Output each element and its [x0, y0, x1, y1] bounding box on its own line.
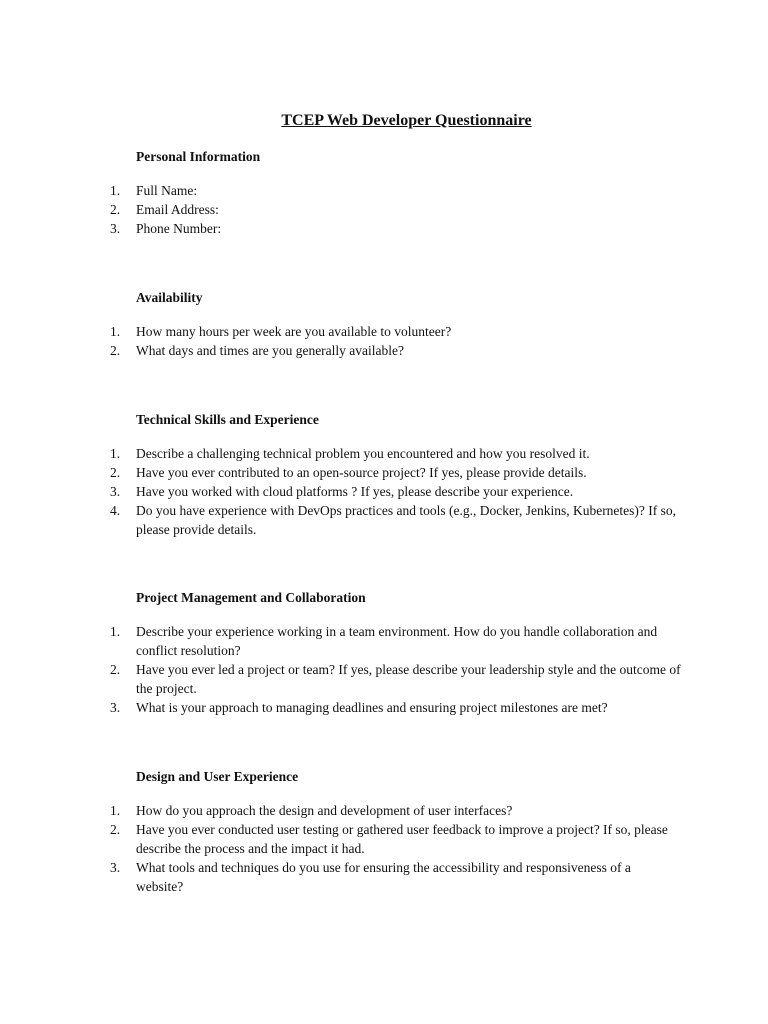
document-title: TCEP Web Developer Questionnaire	[281, 112, 532, 129]
question-text: What days and times are you generally available?	[136, 343, 405, 358]
question-number: 1.	[110, 446, 121, 461]
question-number: 1.	[110, 324, 121, 339]
question-item	[0, 660, 681, 698]
question-number: 2.	[110, 202, 121, 217]
question-number: 2.	[110, 662, 121, 677]
question-item	[0, 322, 681, 341]
question-item	[0, 181, 681, 200]
question-text: Have you ever contributed to an open-source project? If yes, please provide details.	[136, 465, 587, 480]
question-item	[0, 200, 681, 219]
question-number: 3.	[110, 700, 121, 715]
question-number: 3.	[110, 860, 121, 875]
question-text: Have you ever conducted user testing or gathered user feedback to improve a project? If so, please describe the process and the impact it had.	[136, 822, 668, 856]
question-number: 1.	[110, 624, 121, 639]
question-list	[0, 322, 768, 360]
question-number: 2.	[110, 822, 121, 837]
question-list	[0, 801, 768, 896]
question-text: What tools and techniques do you use for ensuring the accessibility and responsiveness of a website?	[136, 860, 631, 894]
question-item	[0, 463, 681, 482]
question-item	[0, 444, 681, 463]
question-number: 2.	[110, 343, 121, 358]
question-text: Describe your experience working in a team environment. How do you handle collaboration and conflict resolution?	[136, 624, 658, 658]
question-item	[0, 341, 681, 360]
question-number: 4.	[110, 503, 121, 518]
question-item	[0, 801, 681, 820]
question-text: How do you approach the design and development of user interfaces?	[136, 803, 513, 818]
section-heading: Personal Information	[136, 149, 261, 164]
question-text: How many hours per week are you available to volunteer?	[136, 324, 452, 339]
question-number: 3.	[110, 484, 121, 499]
question-list	[0, 444, 768, 539]
question-item	[0, 219, 681, 238]
question-list	[0, 181, 768, 238]
question-text: Do you have experience with DevOps practices and tools (e.g., Docker, Jenkins, Kubernetes)? If so, please provide details.	[136, 503, 677, 537]
question-number: 3.	[110, 221, 121, 236]
question-item	[0, 482, 681, 501]
question-text: Full Name:	[136, 183, 198, 198]
question-text: Phone Number:	[136, 221, 222, 236]
question-number: 1.	[110, 183, 121, 198]
question-text: Have you worked with cloud platforms ? If yes, please describe your experience.	[136, 484, 574, 499]
section-heading: Project Management and Collaboration	[136, 590, 366, 605]
question-text: Email Address:	[136, 202, 219, 217]
question-item	[0, 858, 681, 896]
question-text: What is your approach to managing deadlines and ensuring project milestones are met?	[136, 700, 608, 715]
question-text: Have you ever led a project or team? If yes, please describe your leadership style and the outcome of the project.	[136, 662, 681, 696]
question-item	[0, 820, 681, 858]
question-number: 2.	[110, 465, 121, 480]
question-item	[0, 698, 681, 717]
section-heading: Technical Skills and Experience	[136, 412, 319, 427]
question-item	[0, 501, 681, 539]
question-text: Describe a challenging technical problem you encountered and how you resolved it.	[136, 446, 590, 461]
question-number: 1.	[110, 803, 121, 818]
section-heading: Availability	[136, 290, 203, 305]
section-heading: Design and User Experience	[136, 769, 299, 784]
question-item	[0, 622, 681, 660]
question-list	[0, 622, 768, 717]
